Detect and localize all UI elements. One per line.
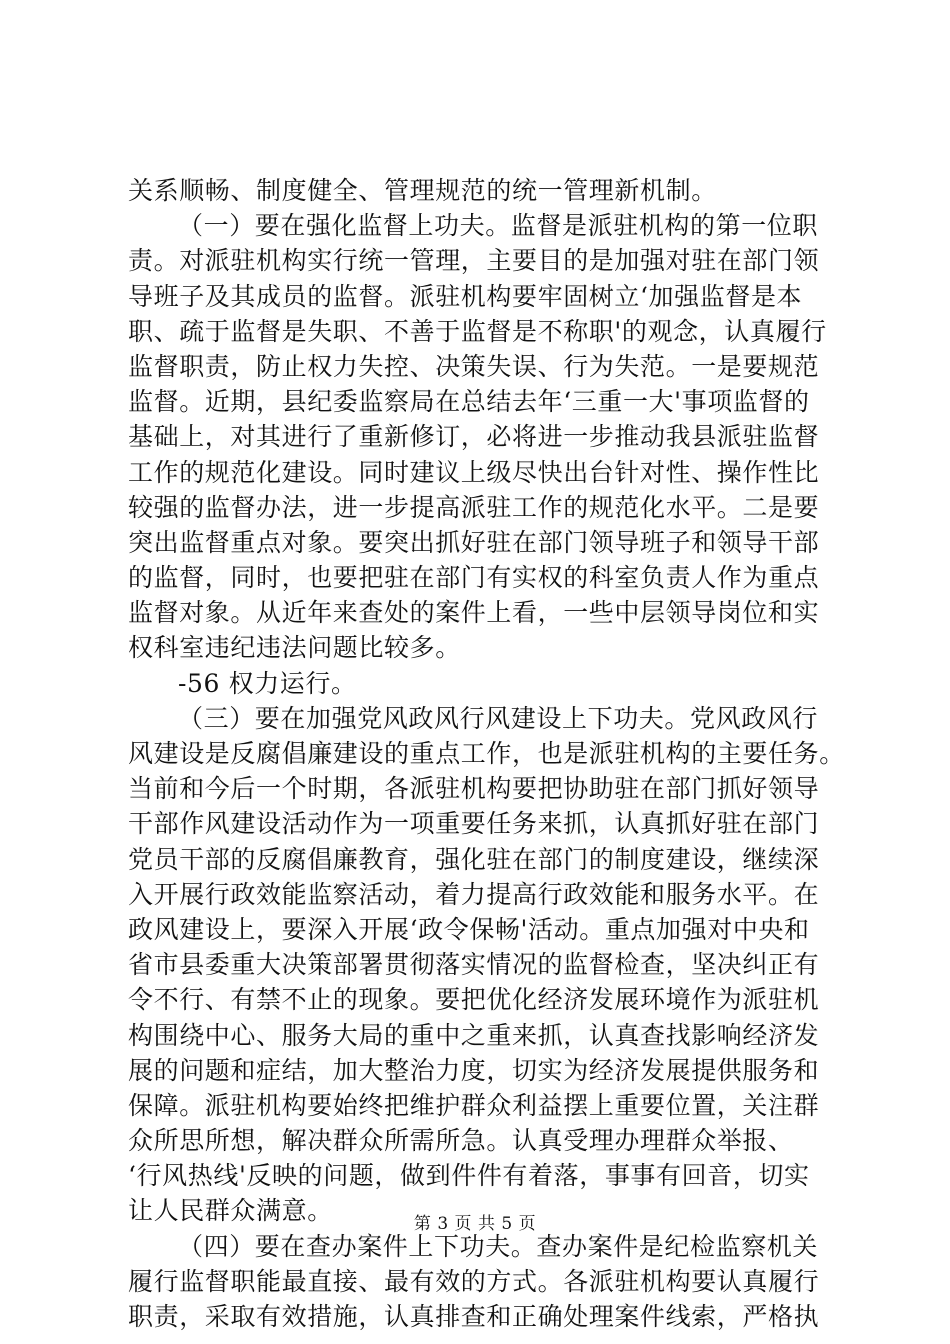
text-line: -56 权力运行。 [178, 668, 357, 698]
text-line: 职、疏于监督是失职、不善于监督是不称职'的观念，认真履行 [128, 316, 827, 346]
page-footer: 第 3 页 共 5 页 [413, 1214, 537, 1234]
text-line: 展的问题和症结，加大整治力度，切实为经济发展提供服务和 [128, 1055, 820, 1085]
text-line: 党员干部的反腐倡廉教育，强化驻在部门的制度建设，继续深 [128, 844, 820, 874]
text-line: 关系顺畅、制度健全、管理规范的统一管理新机制。 [128, 176, 717, 205]
text-line: 令不行、有禁不止的现象。要把优化经济发展环境作为派驻机 [128, 985, 820, 1015]
text-line: 当前和今后一个时期，各派驻机构要把协助驻在部门抓好领导 [128, 774, 820, 804]
document-body [128, 173, 858, 1334]
text-line: 省市县委重大决策部署贯彻落实情况的监督检查，坚决纠正有 [128, 950, 820, 980]
text-line: 责。对派驻机构实行统一管理，主要目的是加强对驻在部门领 [128, 246, 820, 276]
text-line: 较强的监督办法，进一步提高派驻工作的规范化水平。二是要 [128, 492, 820, 522]
text-line: 工作的规范化建设。同时建议上级尽快出台针对性、操作性比 [128, 457, 820, 487]
text-line: 监督。近期，县纪委监察局在总结去年‘三重一大'事项监督的 [128, 387, 810, 417]
text-line: 干部作风建设活动作为一项重要任务来抓，认真抓好驻在部门 [128, 809, 820, 839]
text-line: 监督职责，防止权力失控、决策失误、行为失范。一是要规范 [128, 351, 820, 381]
text-line: 权科室违纪违法问题比较多。 [128, 633, 461, 663]
text-line: （四）要在查办案件上下功夫。查办案件是纪检监察机关 [178, 1231, 819, 1261]
text-line: 风建设是反腐倡廉建设的重点工作，也是派驻机构的主要任务。 [128, 739, 845, 768]
text-line: 基础上，对其进行了重新修订，必将进一步推动我县派驻监督 [128, 422, 820, 452]
text-line: 履行监督职能最直接、最有效的方式。各派驻机构要认真履行 [128, 1266, 820, 1296]
text-line: 入开展行政效能监察活动，着力提高行政效能和服务水平。在 [128, 879, 820, 909]
text-line: 职责，采取有效措施，认真排查和正确处理案件线索，严格执 [128, 1302, 820, 1331]
text-line: 突出监督重点对象。要突出抓好驻在部门领导班子和领导干部 [128, 527, 820, 557]
text-line: （一）要在强化监督上功夫。监督是派驻机构的第一位职 [178, 211, 819, 241]
text-line: 让人民群众满意。 [128, 1196, 333, 1226]
text-line: 导班子及其成员的监督。派驻机构要牢固树立‘加强监督是本 [128, 281, 803, 311]
text-line: 的监督，同时，也要把驻在部门有实权的科室负责人作为重点 [128, 563, 820, 593]
text-line: 保障。派驻机构要始终把维护群众利益摆上重要位置，关注群 [128, 1090, 820, 1120]
text-line: 构围绕中心、服务大局的重中之重来抓，认真查找影响经济发 [128, 1020, 820, 1050]
text-line: 政风建设上，要深入开展‘政令保畅'活动。重点加强对中央和 [128, 914, 810, 944]
text-line: 众所思所想，解决群众所需所急。认真受理办理群众举报、 [128, 1126, 794, 1156]
text-line: （三）要在加强党风政风行风建设上下功夫。党风政风行 [178, 703, 819, 733]
text-line: 监督对象。从近年来查处的案件上看，一些中层领导岗位和实 [128, 598, 820, 628]
text-line: ‘行风热线'反映的问题，做到件件有着落，事事有回音，切实 [128, 1161, 810, 1191]
